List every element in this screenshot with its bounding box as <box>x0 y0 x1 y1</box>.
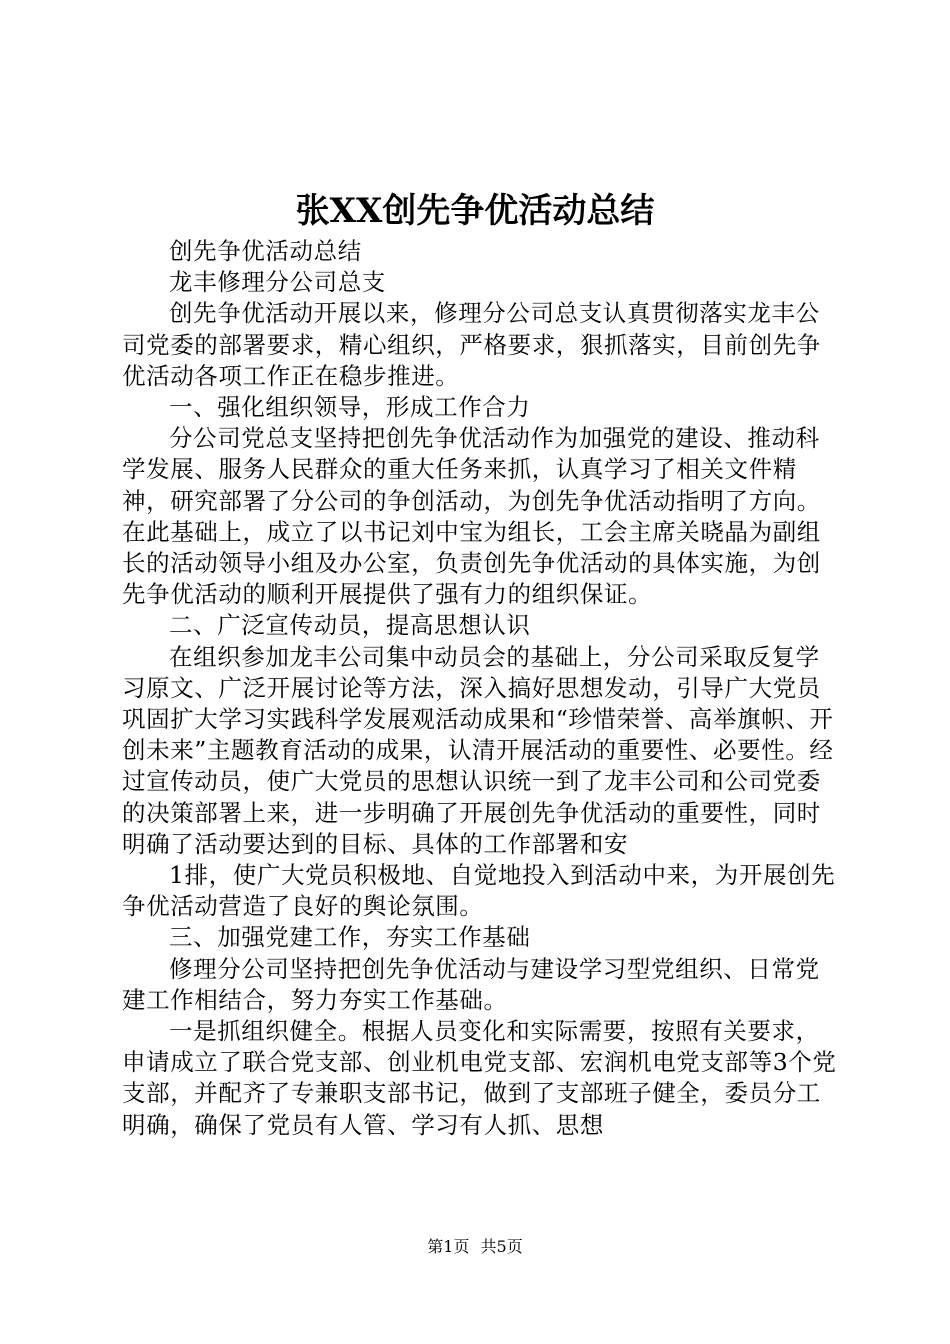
section-2-paragraph: 在组织参加龙丰公司集中动员会的基础上，分公司采取反复学习原文、广泛开展讨论等方法，深入搞好思想发动，引导广大党员巩固扩大学习实践科学发展观活动成果和“珍惜荣誉、高举旗帜、开创未来”主题教育活动的成果，认清开展活动的重要性、必要性。经过宣传动员，使广大党员的思想认识统一到了龙丰公司和公司党委的决策部署上来，进一步明确了开展创先争优活动的重要性，同时明确了活动要达到的目标、具体的工作部署和安 <box>122 642 834 858</box>
document-body <box>122 236 842 1141</box>
section-1-paragraph: 分公司党总支坚持把创先争优活动作为加强党的建设、推动科学发展、服务人民群众的重大任务来抓，认真学习了相关文件精神，研究部署了分公司的争创活动，为创先争优活动指明了方向。在此基础上，成立了以书记刘中宝为组长，工会主席关晓晶为副组长的活动领导小组及办公室，负责创先争优活动的具体实施，为创先争优活动的顺利开展提供了强有力的组织保证。 <box>122 424 821 609</box>
section-heading-1: 一、强化组织领导，形成工作合力 <box>169 393 531 422</box>
page-number: 第1页 <box>427 1237 470 1256</box>
section-3-paragraph: 修理分公司坚持把创先争优活动与建设学习型党组织、日常党建工作相结合，努力夯实工作基础。 <box>122 954 820 1014</box>
subtitle-line: 创先争优活动总结 <box>169 237 362 265</box>
intro-paragraph: 创先争优活动开展以来，修理分公司总支认真贯彻落实龙丰公司党委的部署要求，精心组织，严格要求，狠抓落实，目前创先争优活动各项工作正在稳步推进。 <box>122 299 821 390</box>
page-total: 共5页 <box>480 1237 523 1256</box>
document-title: 张XX创先争优活动总结 <box>295 191 655 231</box>
section-3-item-1: 一是抓组织健全。根据人员变化和实际需要，按照有关要求，申请成立了联合党支部、创业机电党支部、宏润机电党支部等3个党支部，并配齐了专兼职支部书记，做到了支部班子健全，委员分工明确，确保了党员有人管、学习有人抓、思想 <box>122 1017 837 1139</box>
section-heading-3: 三、加强党建工作，夯实工作基础 <box>169 923 531 952</box>
section-2-continuation: 1排，使广大党员积极地、自觉地投入到活动中来，为开展创先争优活动营造了良好的舆论氛围。 <box>122 861 836 921</box>
page-footer <box>0 1236 950 1258</box>
section-heading-2: 二、广泛宣传动员，提高思想认识 <box>169 611 531 640</box>
author-line: 龙丰修理分公司总支 <box>169 268 386 297</box>
